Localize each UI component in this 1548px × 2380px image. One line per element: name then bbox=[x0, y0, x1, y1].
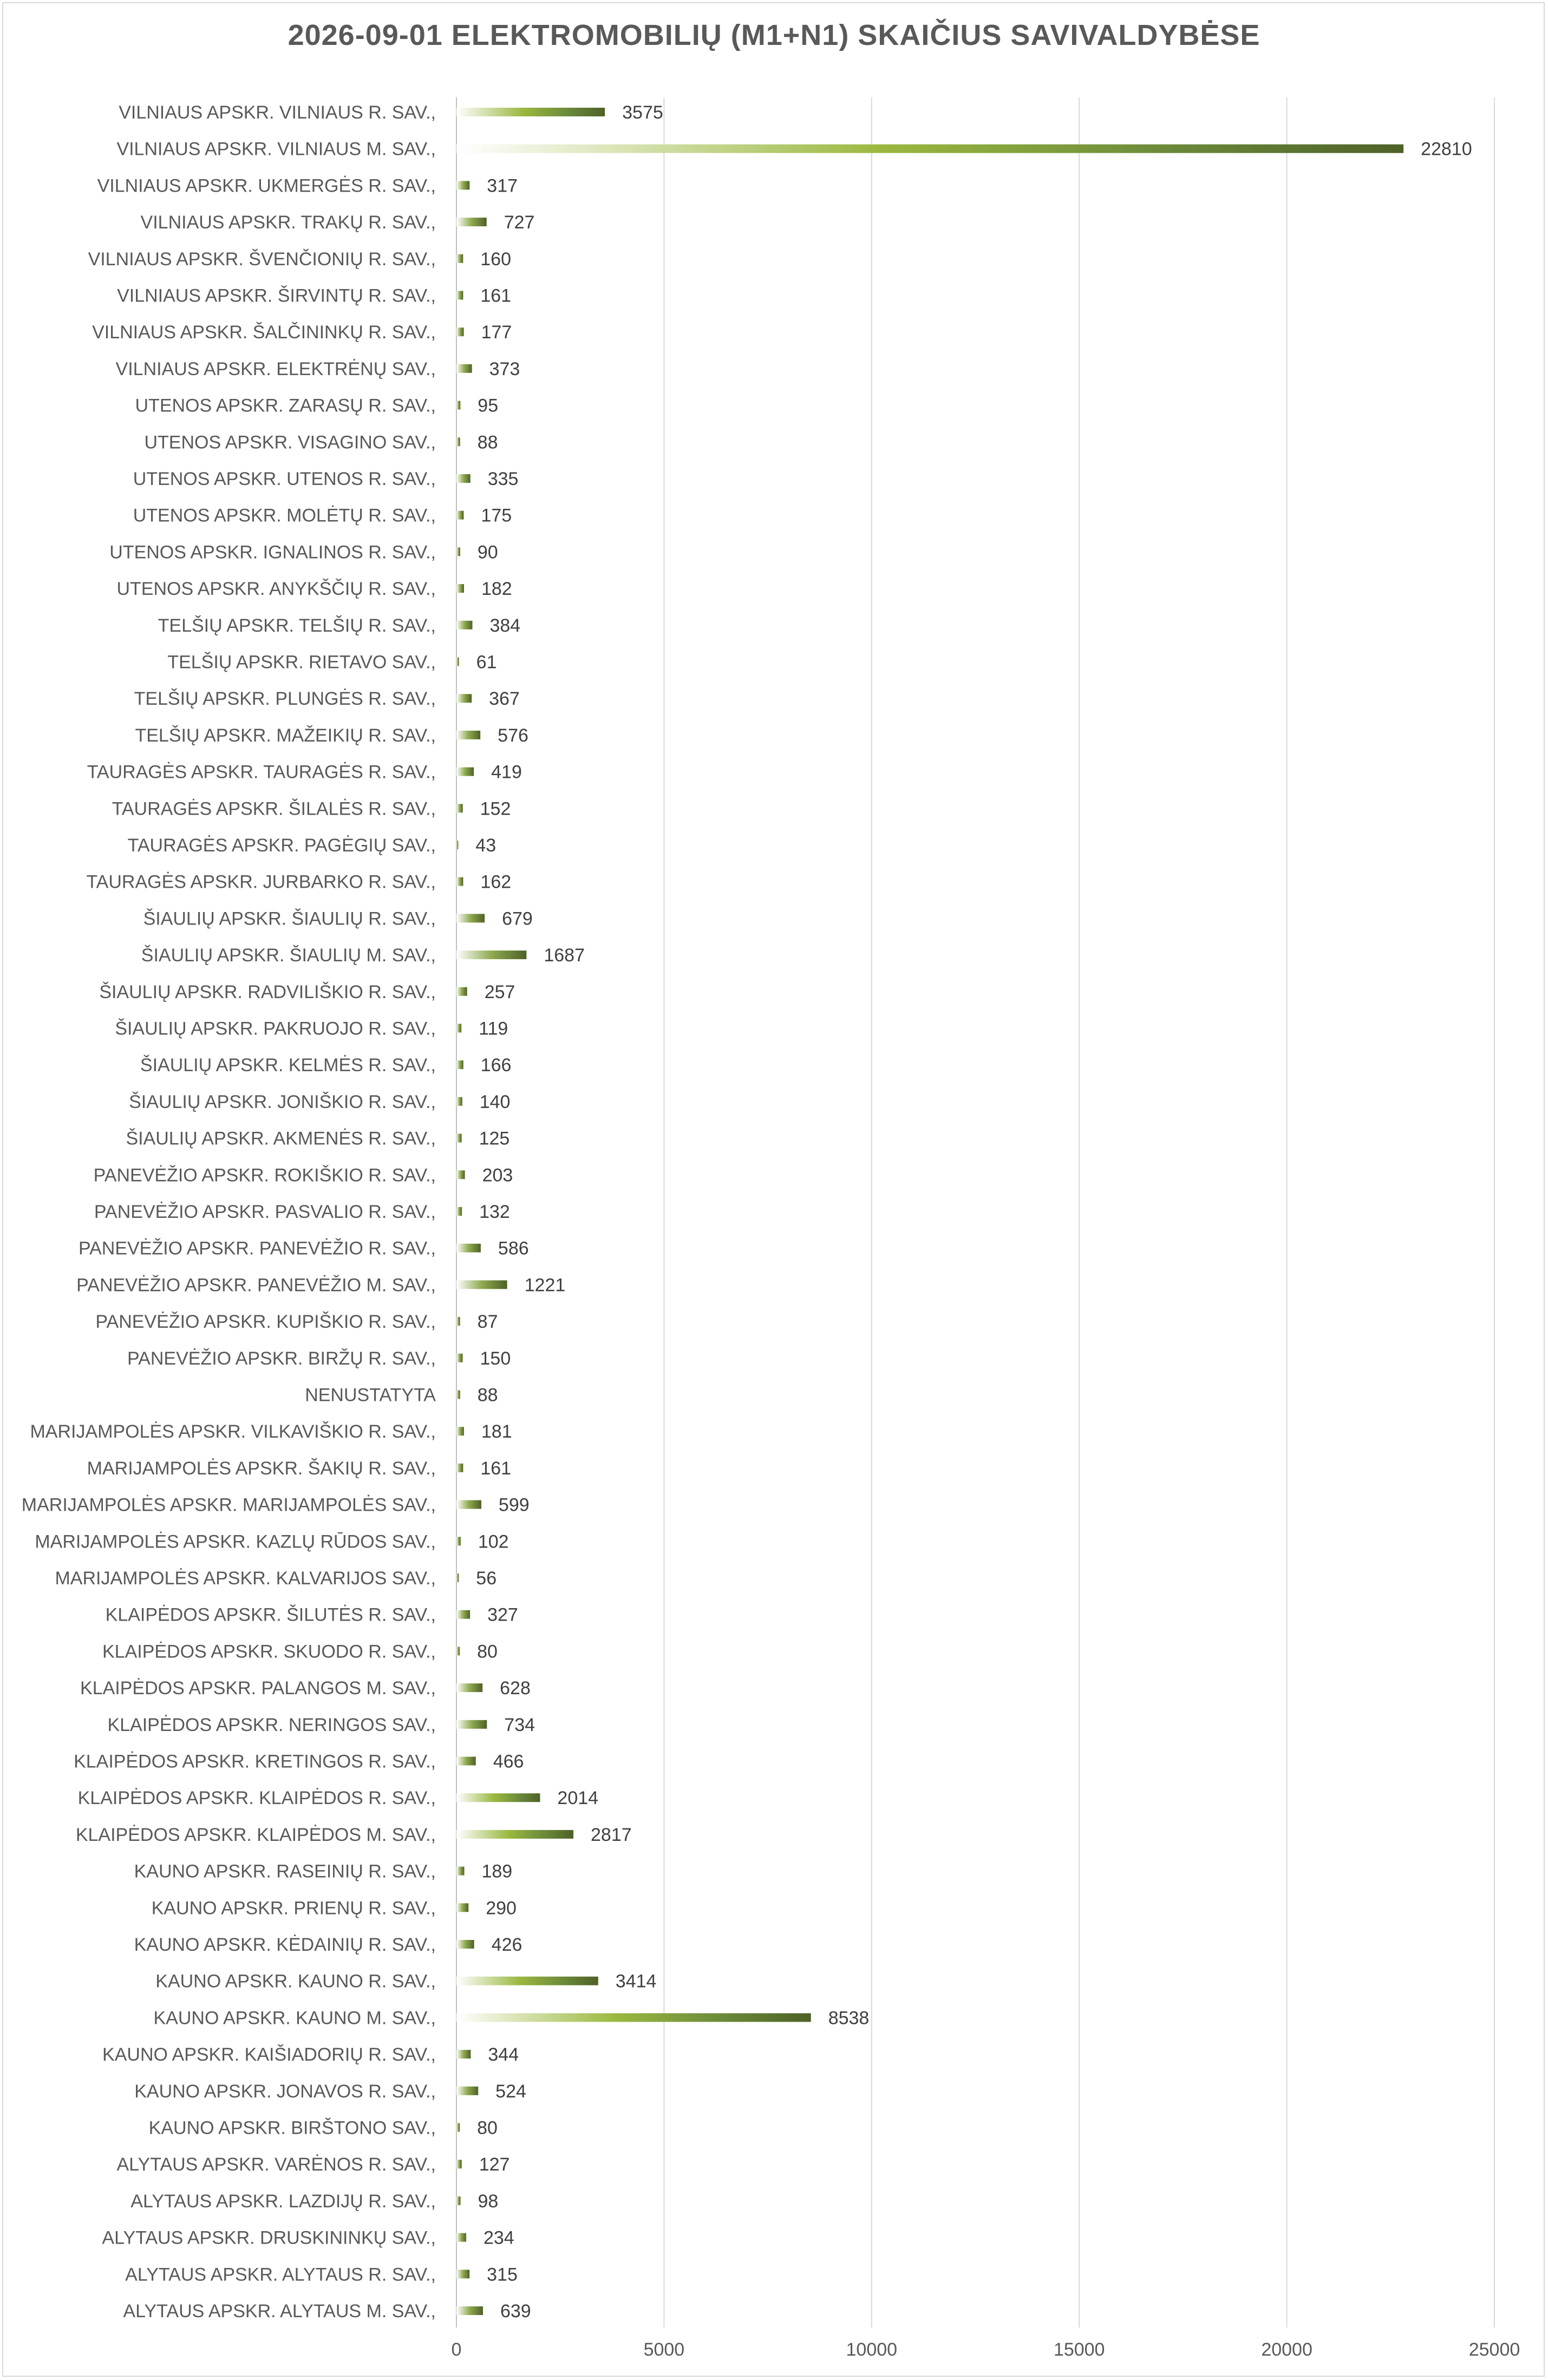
bar bbox=[456, 877, 463, 886]
category-label: UTENOS APSKR. UTENOS R. SAV., bbox=[133, 469, 436, 489]
bar bbox=[456, 768, 474, 776]
category-label: KAUNO APSKR. KAUNO M. SAV., bbox=[153, 2008, 436, 2029]
category-label: ALYTAUS APSKR. ALYTAUS M. SAV., bbox=[123, 2301, 436, 2322]
category-label: KLAIPĖDOS APSKR. PALANGOS M. SAV., bbox=[80, 1678, 436, 1699]
bar bbox=[456, 584, 464, 593]
data-label: 734 bbox=[504, 1714, 535, 1735]
category-label: PANEVĖŽIO APSKR. KUPIŠKIO R. SAV., bbox=[95, 1312, 436, 1333]
bar bbox=[456, 1097, 462, 1106]
bar bbox=[456, 1060, 463, 1069]
chart-title: 2026-09-01 ELEKTROMOBILIŲ (M1+N1) SKAIČIUS SAVIVALDYBĖSE bbox=[288, 19, 1260, 51]
data-label: 599 bbox=[498, 1494, 530, 1516]
data-label: 576 bbox=[498, 725, 528, 746]
bar bbox=[456, 804, 463, 812]
data-label: 3575 bbox=[622, 102, 663, 123]
bar bbox=[456, 437, 460, 446]
category-label: KAUNO APSKR. BIRŠTONO SAV., bbox=[148, 2117, 436, 2139]
bar bbox=[456, 1977, 598, 1985]
data-label: 628 bbox=[500, 1678, 531, 1699]
category-label: MARIJAMPOLĖS APSKR. MARIJAMPOLĖS SAV., bbox=[21, 1494, 436, 1516]
data-label: 8538 bbox=[828, 2008, 870, 2029]
category-label: VILNIAUS APSKR. ŠVENČIONIŲ R. SAV., bbox=[88, 248, 436, 270]
category-label: PANEVĖŽIO APSKR. ROKIŠKIO R. SAV., bbox=[93, 1165, 436, 1186]
category-label: KLAIPĖDOS APSKR. SKUODO R. SAV., bbox=[102, 1641, 436, 1662]
data-label: 87 bbox=[477, 1312, 498, 1333]
bar bbox=[456, 1903, 468, 1912]
bar bbox=[456, 1793, 540, 1802]
category-label: TAURAGĖS APSKR. JURBARKO R. SAV., bbox=[86, 871, 436, 893]
category-label: UTENOS APSKR. MOLĖTŲ R. SAV., bbox=[133, 505, 436, 526]
category-label: TAURAGĖS APSKR. PAGĖGIŲ SAV., bbox=[127, 835, 436, 856]
bar bbox=[456, 1170, 465, 1179]
bar bbox=[456, 1317, 460, 1326]
bar bbox=[456, 1500, 481, 1509]
category-label: KLAIPĖDOS APSKR. KRETINGOS R. SAV., bbox=[74, 1751, 436, 1772]
bar bbox=[456, 2197, 461, 2205]
data-label: 88 bbox=[477, 1385, 498, 1406]
x-tick-label: 5000 bbox=[643, 2339, 685, 2360]
data-label: 384 bbox=[489, 615, 521, 636]
data-label: 125 bbox=[479, 1128, 510, 1149]
data-label: 373 bbox=[489, 358, 520, 379]
data-label: 43 bbox=[475, 835, 497, 856]
data-label: 162 bbox=[480, 871, 512, 893]
data-label: 102 bbox=[478, 1531, 509, 1552]
data-label: 1221 bbox=[524, 1275, 566, 1296]
category-label: TELŠIŲ APSKR. PLUNGĖS R. SAV., bbox=[134, 689, 436, 710]
data-label: 177 bbox=[481, 322, 512, 343]
data-label: 132 bbox=[479, 1202, 510, 1222]
data-label: 175 bbox=[481, 505, 512, 526]
category-label: ŠIAULIŲ APSKR. PAKRUOJO R. SAV., bbox=[115, 1018, 436, 1039]
bar bbox=[456, 658, 459, 666]
bar bbox=[456, 364, 472, 373]
x-tick-label: 0 bbox=[451, 2339, 462, 2360]
bars bbox=[456, 108, 1403, 2315]
category-label: ALYTAUS APSKR. DRUSKININKŲ SAV., bbox=[102, 2227, 436, 2248]
category-label: PANEVĖŽIO APSKR. PANEVĖŽIO R. SAV., bbox=[78, 1238, 436, 1259]
data-label: 290 bbox=[486, 1898, 517, 1919]
bar bbox=[456, 327, 464, 336]
data-label: 335 bbox=[487, 469, 519, 489]
bar bbox=[456, 547, 460, 556]
category-label: KLAIPĖDOS APSKR. KLAIPĖDOS M. SAV., bbox=[75, 1824, 436, 1845]
data-label: 679 bbox=[502, 908, 533, 929]
bar bbox=[456, 1354, 463, 1362]
category-label: TELŠIŲ APSKR. TELŠIŲ R. SAV., bbox=[158, 615, 436, 636]
category-label: ŠIAULIŲ APSKR. JONIŠKIO R. SAV., bbox=[129, 1091, 436, 1112]
bar bbox=[456, 291, 463, 300]
data-label: 327 bbox=[487, 1604, 518, 1625]
data-label: 203 bbox=[482, 1165, 513, 1186]
bar bbox=[456, 950, 526, 959]
data-label: 586 bbox=[498, 1238, 529, 1259]
category-label: TELŠIŲ APSKR. MAŽEIKIŲ R. SAV., bbox=[135, 725, 436, 746]
category-label: UTENOS APSKR. ZARASŲ R. SAV., bbox=[135, 395, 436, 416]
bar bbox=[456, 474, 471, 483]
category-label: KLAIPĖDOS APSKR. KLAIPĖDOS R. SAV., bbox=[77, 1788, 436, 1809]
data-label: 127 bbox=[479, 2154, 510, 2175]
bar bbox=[456, 2306, 483, 2315]
data-label: 315 bbox=[487, 2264, 518, 2285]
category-label: VILNIAUS APSKR. ELEKTRĖNŲ SAV., bbox=[115, 358, 436, 379]
data-label: 182 bbox=[481, 579, 512, 600]
data-label: 727 bbox=[504, 212, 535, 233]
category-label: MARIJAMPOLĖS APSKR. KAZLŲ RŪDOS SAV., bbox=[35, 1531, 436, 1552]
bar bbox=[456, 218, 487, 226]
bar bbox=[456, 987, 467, 996]
data-label: 524 bbox=[495, 2081, 526, 2102]
data-label: 189 bbox=[481, 1861, 513, 1882]
category-label: ŠIAULIŲ APSKR. ŠIAULIŲ R. SAV., bbox=[143, 908, 436, 929]
category-label: UTENOS APSKR. ANYKŠČIŲ R. SAV., bbox=[116, 579, 436, 600]
value-labels bbox=[475, 102, 1472, 2322]
bar bbox=[456, 1024, 461, 1033]
category-label: KAUNO APSKR. PRIENŲ R. SAV., bbox=[151, 1898, 436, 1919]
category-label: ŠIAULIŲ APSKR. RADVILIŠKIO R. SAV., bbox=[99, 981, 436, 1002]
x-tick-label: 20000 bbox=[1261, 2339, 1312, 2360]
bar bbox=[456, 108, 605, 116]
category-label: UTENOS APSKR. IGNALINOS R. SAV., bbox=[109, 542, 436, 563]
category-label: VILNIAUS APSKR. VILNIAUS M. SAV., bbox=[116, 139, 436, 160]
category-labels bbox=[22, 102, 436, 2322]
data-label: 1687 bbox=[544, 945, 585, 966]
bar bbox=[456, 1427, 464, 1435]
category-label: PANEVĖŽIO APSKR. BIRŽŲ R. SAV., bbox=[127, 1348, 436, 1369]
bar bbox=[456, 1391, 460, 1399]
data-label: 161 bbox=[480, 285, 512, 306]
bar bbox=[456, 1940, 474, 1949]
data-label: 181 bbox=[481, 1421, 512, 1443]
bar bbox=[456, 1757, 476, 1766]
data-label: 344 bbox=[488, 2044, 519, 2066]
data-label: 317 bbox=[487, 175, 518, 196]
x-tick-label: 25000 bbox=[1468, 2339, 1520, 2360]
category-label: KAUNO APSKR. KĖDAINIŲ R. SAV., bbox=[134, 1935, 436, 1955]
bar bbox=[456, 145, 1403, 153]
data-label: 119 bbox=[479, 1018, 508, 1039]
data-label: 95 bbox=[478, 395, 499, 416]
data-label: 2014 bbox=[557, 1788, 599, 1809]
bar bbox=[456, 841, 458, 849]
category-label: KAUNO APSKR. RASEINIŲ R. SAV., bbox=[134, 1861, 436, 1882]
data-label: 80 bbox=[477, 1641, 498, 1662]
data-label: 22810 bbox=[1421, 139, 1472, 160]
data-label: 160 bbox=[480, 248, 512, 270]
bar bbox=[456, 2160, 462, 2168]
category-label: ŠIAULIŲ APSKR. ŠIAULIŲ M. SAV., bbox=[141, 945, 436, 966]
category-label: TAURAGĖS APSKR. TAURAGĖS R. SAV., bbox=[87, 762, 436, 783]
bar bbox=[456, 2013, 811, 2022]
category-label: ALYTAUS APSKR. VARĖNOS R. SAV., bbox=[116, 2154, 436, 2175]
category-label: PANEVĖŽIO APSKR. PASVALIO R. SAV., bbox=[94, 1202, 436, 1222]
category-label: NENUSTATYTA bbox=[305, 1385, 436, 1406]
category-label: ŠIAULIŲ APSKR. AKMENĖS R. SAV., bbox=[126, 1128, 436, 1149]
data-label: 80 bbox=[477, 2117, 498, 2139]
category-label: VILNIAUS APSKR. UKMERGĖS R. SAV., bbox=[97, 175, 436, 196]
category-label: VILNIAUS APSKR. ŠIRVINTŲ R. SAV., bbox=[117, 285, 436, 306]
category-label: KLAIPĖDOS APSKR. NERINGOS SAV., bbox=[107, 1714, 436, 1735]
data-label: 426 bbox=[491, 1935, 522, 1955]
data-label: 466 bbox=[493, 1751, 524, 1772]
data-label: 3414 bbox=[615, 1971, 657, 1992]
category-label: UTENOS APSKR. VISAGINO SAV., bbox=[144, 432, 436, 453]
bar bbox=[456, 1830, 573, 1839]
category-label: MARIJAMPOLĖS APSKR. VILKAVIŠKIO R. SAV., bbox=[30, 1421, 436, 1443]
data-label: 257 bbox=[484, 981, 515, 1002]
category-label: VILNIAUS APSKR. ŠALČININKŲ R. SAV., bbox=[92, 322, 436, 343]
x-tick-label: 10000 bbox=[846, 2339, 898, 2360]
data-label: 98 bbox=[478, 2191, 499, 2212]
data-label: 150 bbox=[480, 1348, 511, 1369]
category-label: VILNIAUS APSKR. VILNIAUS R. SAV., bbox=[119, 102, 436, 123]
bar bbox=[456, 1464, 463, 1472]
bar bbox=[456, 511, 463, 520]
bar bbox=[456, 401, 460, 410]
bar bbox=[456, 2050, 471, 2058]
bar bbox=[456, 1867, 464, 1876]
category-label: KAUNO APSKR. KAIŠIADORIŲ R. SAV., bbox=[102, 2044, 436, 2066]
data-label: 90 bbox=[477, 542, 498, 563]
bar bbox=[456, 1647, 460, 1655]
bar bbox=[456, 2087, 478, 2095]
bar bbox=[456, 1280, 507, 1289]
bar bbox=[456, 1683, 482, 1692]
category-label: MARIJAMPOLĖS APSKR. ŠAKIŲ R. SAV., bbox=[87, 1458, 436, 1479]
bar bbox=[456, 731, 480, 739]
category-label: VILNIAUS APSKR. TRAKŲ R. SAV., bbox=[140, 212, 436, 233]
bar bbox=[456, 1537, 461, 1545]
bar bbox=[456, 2233, 466, 2242]
category-label: MARIJAMPOLĖS APSKR. KALVARIJOS SAV., bbox=[55, 1568, 436, 1589]
bar bbox=[456, 914, 485, 922]
x-tick-label: 15000 bbox=[1053, 2339, 1105, 2360]
category-label: ŠIAULIŲ APSKR. KELMĖS R. SAV., bbox=[140, 1055, 436, 1076]
category-label: ALYTAUS APSKR. LAZDIJŲ R. SAV., bbox=[130, 2191, 436, 2212]
category-label: KAUNO APSKR. JONAVOS R. SAV., bbox=[134, 2081, 436, 2102]
bar bbox=[456, 1207, 462, 1216]
data-label: 152 bbox=[480, 798, 511, 819]
category-label: TAURAGĖS APSKR. ŠILALĖS R. SAV., bbox=[112, 798, 436, 819]
data-label: 419 bbox=[491, 762, 522, 783]
data-label: 234 bbox=[483, 2227, 514, 2248]
bar bbox=[456, 181, 469, 189]
data-label: 166 bbox=[480, 1055, 512, 1076]
bar bbox=[456, 2270, 469, 2278]
x-axis-ticks bbox=[452, 2339, 1520, 2360]
data-label: 61 bbox=[476, 652, 497, 673]
bar bbox=[456, 254, 463, 263]
data-label: 88 bbox=[477, 432, 498, 453]
data-label: 140 bbox=[479, 1091, 511, 1112]
category-label: PANEVĖŽIO APSKR. PANEVĖŽIO M. SAV., bbox=[76, 1275, 436, 1296]
bar bbox=[456, 1610, 470, 1619]
data-label: 639 bbox=[500, 2301, 531, 2322]
data-label: 56 bbox=[476, 1568, 497, 1589]
bar bbox=[456, 694, 472, 703]
data-label: 367 bbox=[489, 689, 520, 710]
bar bbox=[456, 1244, 481, 1253]
category-label: ALYTAUS APSKR. ALYTAUS R. SAV., bbox=[125, 2264, 436, 2285]
data-label: 2817 bbox=[591, 1824, 632, 1845]
bar bbox=[456, 1573, 459, 1582]
bar bbox=[456, 1720, 487, 1729]
bar bbox=[456, 1134, 462, 1143]
bar bbox=[456, 621, 472, 630]
category-label: TELŠIŲ APSKR. RIETAVO SAV., bbox=[167, 652, 436, 673]
data-label: 161 bbox=[480, 1458, 512, 1479]
category-label: KLAIPĖDOS APSKR. ŠILUTĖS R. SAV., bbox=[105, 1604, 436, 1625]
bar bbox=[456, 2123, 460, 2132]
category-label: KAUNO APSKR. KAUNO R. SAV., bbox=[155, 1971, 436, 1992]
gridlines bbox=[456, 97, 1494, 2327]
